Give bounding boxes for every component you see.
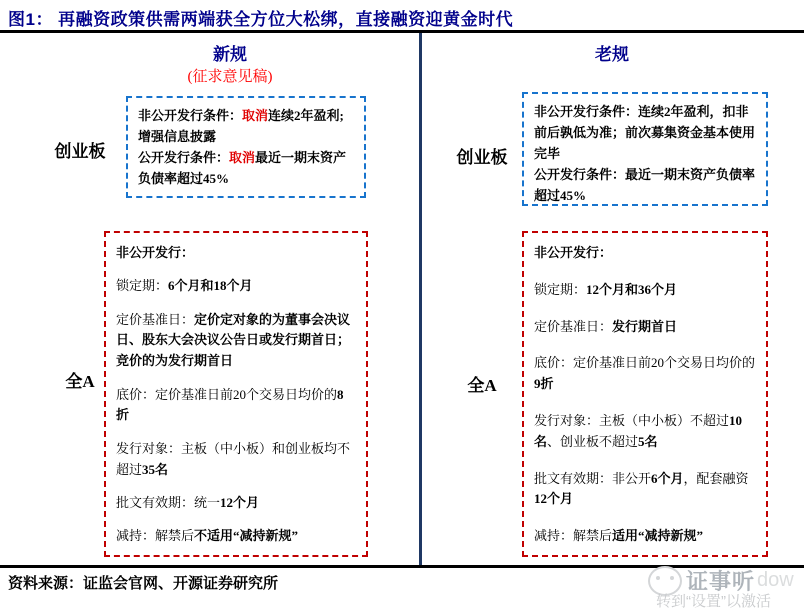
rule-line: 锁定期：6个月和18个月 <box>116 278 253 294</box>
new-all-a-box <box>104 231 368 557</box>
row-label-chinext-new: 创业板 <box>54 142 106 161</box>
column-subheader-draft: (征求意见稿) <box>187 69 273 85</box>
row-label-all-a-new: 全A <box>65 372 95 391</box>
row-label-all-a-old: 全A <box>467 376 497 395</box>
source-caption: 资料来源：证监会官网、开源证券研究所 <box>8 576 279 592</box>
rule-line: 发行对象：主板（中小板）不超过10名、创业板不超过5名 <box>534 412 743 449</box>
windows-activation-watermark: 转到“设置”以激活 <box>656 593 771 610</box>
rule-line: 非公开发行条件：取消连续2年盈利; 增强信息披露 <box>138 108 344 145</box>
rule-line: 底价：定价基准日前20个交易日均价的9折 <box>534 355 756 392</box>
rule-line: 非公开发行条件：连续2年盈利，扣非前后孰低为准；前次募集资金基本使用完毕 <box>534 104 756 162</box>
rule-line: 公开发行条件：取消最近一期末资产负债率超过45% <box>138 150 347 187</box>
bottom-rule <box>0 565 804 568</box>
rule-line: 公开发行条件：最近一期末资产负债率超过45% <box>534 167 756 204</box>
rule-line: 定价基准日：定价定对象的为董事会决议日、股东大会决议公告日或发行期首日；竞价的为发行期首日 <box>116 311 351 369</box>
rule-line: 底价：定价基准日前20个交易日均价的8折 <box>116 386 344 423</box>
rule-line: 批文有效期：统一12个月 <box>116 494 260 510</box>
old-chinext-box <box>522 92 768 206</box>
windows-watermark-fragment: dow <box>757 569 794 591</box>
new-chinext-box <box>126 96 366 198</box>
rule-line: 非公开发行： <box>116 245 195 260</box>
rule-line: 非公开发行： <box>534 245 613 260</box>
rule-line: 定价基准日：发行期首日 <box>534 318 678 334</box>
column-header-new: 新规 <box>213 45 247 64</box>
row-label-chinext-old: 创业板 <box>456 148 508 167</box>
top-rule <box>0 30 804 33</box>
column-header-old: 老规 <box>595 45 629 64</box>
rule-line: 减持：解禁后适用“减持新规” <box>534 528 704 544</box>
rule-line: 减持：解禁后不适用“减持新规” <box>116 528 299 544</box>
rule-line: 锁定期：12个月和36个月 <box>534 281 678 297</box>
column-divider <box>419 33 422 565</box>
watermark-brand: 证事听 <box>686 569 756 594</box>
rule-line: 发行对象：主板（中小板）和创业板均不超过35名 <box>116 440 351 477</box>
figure-title: 图1： 再融资政策供需两端获全方位大松绑，直接融资迎黄金时代 <box>8 10 514 29</box>
rule-line: 批文有效期：非公开6个月，配套融资12个月 <box>534 470 749 507</box>
old-all-a-box <box>522 231 768 557</box>
